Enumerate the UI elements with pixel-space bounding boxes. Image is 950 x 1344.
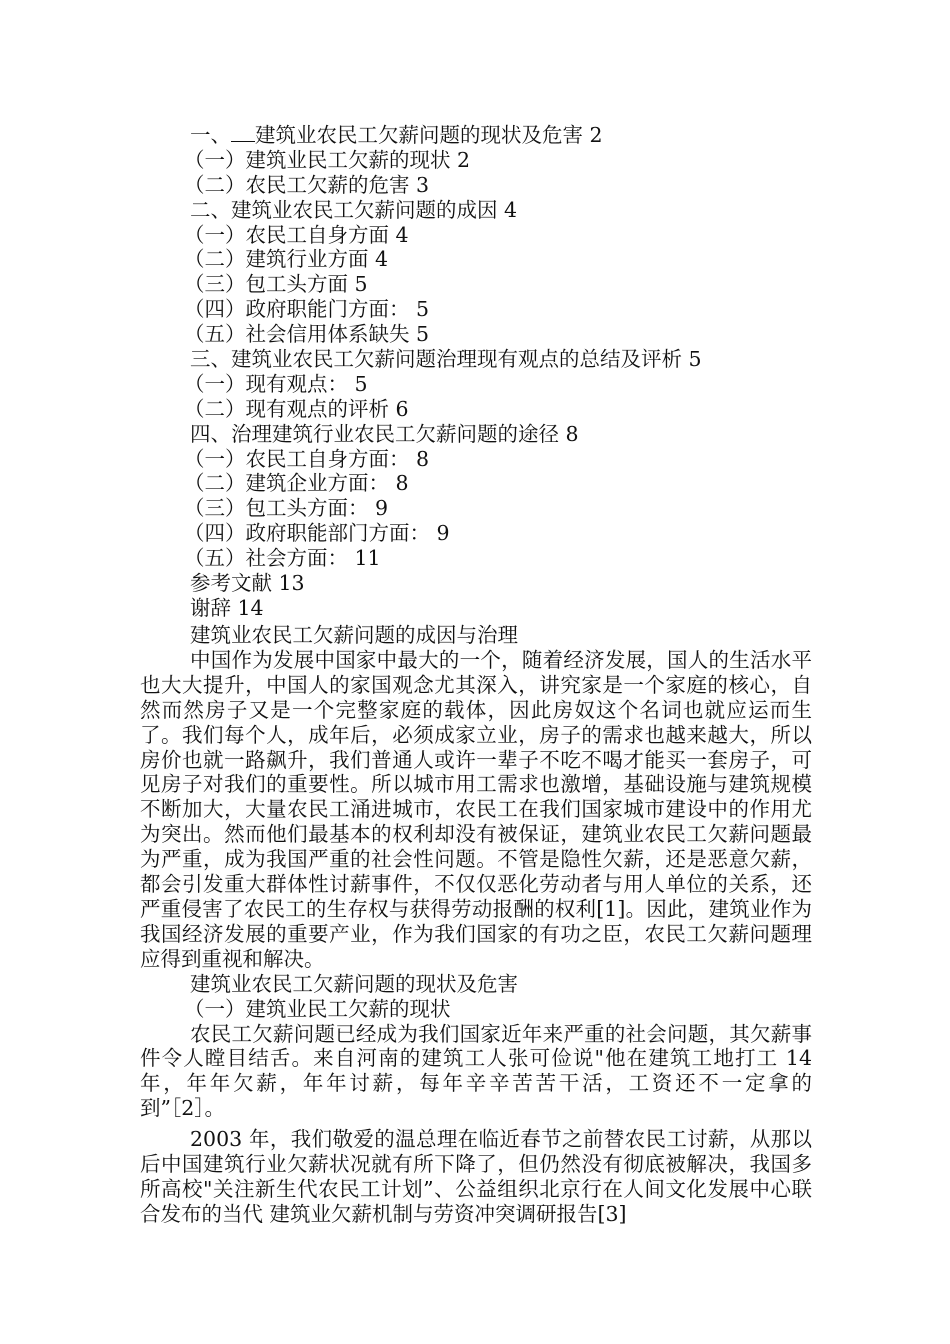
toc-item-text: （一）建筑业民工欠薪的现状 2	[184, 147, 471, 172]
toc-item-text: 二、建筑业农民工欠薪问题的成因 4	[190, 197, 518, 222]
toc-item[interactable]	[190, 123, 830, 148]
toc-item[interactable]	[190, 198, 830, 223]
toc-item-text: （一）现有观点： 5	[184, 371, 368, 396]
toc-item[interactable]	[184, 297, 830, 322]
toc-item[interactable]	[184, 148, 830, 173]
body-paragraph: 农民工欠薪问题已经成为我们国家近年来严重的社会问题，其欠薪事件令人瞠目结舌。来自河南的建筑工人张可俭说"他在建筑工地打工 14 年，年年欠薪，年年讨薪，每年辛辛苦苦干活，工资还不一定拿的到”［2］。	[140, 1021, 812, 1121]
toc-item-text: 四、治理建筑行业农民工欠薪问题的途径 8	[190, 421, 579, 446]
toc-item[interactable]	[184, 397, 830, 422]
toc-item[interactable]	[190, 347, 830, 372]
toc-item[interactable]	[184, 447, 830, 472]
toc-item[interactable]	[184, 223, 830, 248]
document-title: 建筑业农民工欠薪问题的成因与治理	[190, 623, 518, 647]
toc-item-text: （二）建筑企业方面： 8	[184, 471, 409, 496]
toc-item[interactable]	[184, 173, 830, 198]
toc-item[interactable]	[184, 471, 830, 496]
toc-item-text: （三）包工头方面 5	[184, 272, 368, 297]
toc-item-text: 谢辞 14	[190, 595, 264, 620]
toc-item[interactable]	[190, 596, 830, 621]
toc-item[interactable]	[190, 571, 830, 596]
toc-item[interactable]	[184, 322, 830, 347]
toc-item-text: （三）包工头方面： 9	[184, 496, 389, 521]
toc-item[interactable]	[184, 372, 830, 397]
toc-item-text: （二）现有观点的评析 6	[184, 396, 409, 421]
blank-underline	[231, 123, 255, 142]
toc-item[interactable]	[184, 521, 830, 546]
toc-item[interactable]	[190, 422, 830, 447]
toc-item-text: （五）社会信用体系缺失 5	[184, 322, 430, 347]
body-paragraph: 2003 年，我们敬爱的温总理在临近春节之前替农民工讨薪，从那以后中国建筑行业欠薪状况就有所下降了，但仍然没有彻底被解决，我国多所高校"关注新生代农民工计划”、公益组织北京行在人间文化发展中心联合发布的当代 建筑业欠薪机制与劳资冲突调研报告[3]	[140, 1127, 812, 1226]
toc-item[interactable]	[184, 272, 830, 297]
intro-paragraph: 中国作为发展中国家中最大的一个，随着经济发展，国人的生活水平也大大提升，中国人的家国观念尤其深入，讲究家是一个家庭的核心，自然而然房子又是一个完整家庭的载体，因此房奴这个名词也就应运而生了。我们每个人，成年后，必须成家立业，房子的需求也越来越大，所以房价也就一路飙升，我们普通人或许一辈子不吃不喝才能买一套房子，可见房子对我们的重要性。所以城市用工需求也激增，基础设施与建筑规模不断加大，大量农民工涌进城市，农民工在我们国家城市建设中的作用尤为突出。然而他们最基本的权利却没有被保证，建筑业农民工欠薪问题最为严重，成为我国严重的社会性问题。不管是隐性欠薪，还是恶意欠薪，都会引发重大群体性讨薪事件，不仅仅恶化劳动者与用人单位的关系，还严重侵害了农民工的生存权与获得劳动报酬的权利[1]。因此，建筑业作为我国经济发展的重要产业，作为我们国家的有功之臣，农民工欠薪问题理应得到重视和解决。	[140, 647, 812, 971]
section-heading: 建筑业农民工欠薪问题的现状及危害	[190, 971, 518, 996]
toc-item-text: （四）政府职能部门方面： 9	[184, 521, 450, 546]
toc-item-text: 建筑业农民工欠薪问题的现状及危害 2	[255, 123, 603, 147]
toc-item-prefix: 一、	[190, 123, 231, 147]
toc-item-text: （一）农民工自身方面 4	[184, 222, 409, 247]
toc-item[interactable]	[184, 546, 830, 571]
toc-item-text: （二）农民工欠薪的危害 3	[184, 172, 430, 197]
toc-item[interactable]	[184, 247, 830, 272]
toc-item-text: 参考文献 13	[190, 571, 305, 596]
toc-item[interactable]	[184, 496, 830, 521]
toc-item-text: （四）政府职能门方面： 5	[184, 297, 430, 322]
toc-item-text: （五）社会方面： 11	[184, 546, 381, 571]
toc-item-text: （二）建筑行业方面 4	[184, 247, 389, 272]
document-body	[140, 623, 812, 1227]
toc-item-text: （一）农民工自身方面： 8	[184, 446, 430, 471]
table-of-contents	[184, 123, 830, 621]
subsection-heading: （一）建筑业民工欠薪的现状	[184, 996, 451, 1021]
toc-item-text: 三、建筑业农民工欠薪问题治理现有观点的总结及评析 5	[190, 347, 702, 372]
